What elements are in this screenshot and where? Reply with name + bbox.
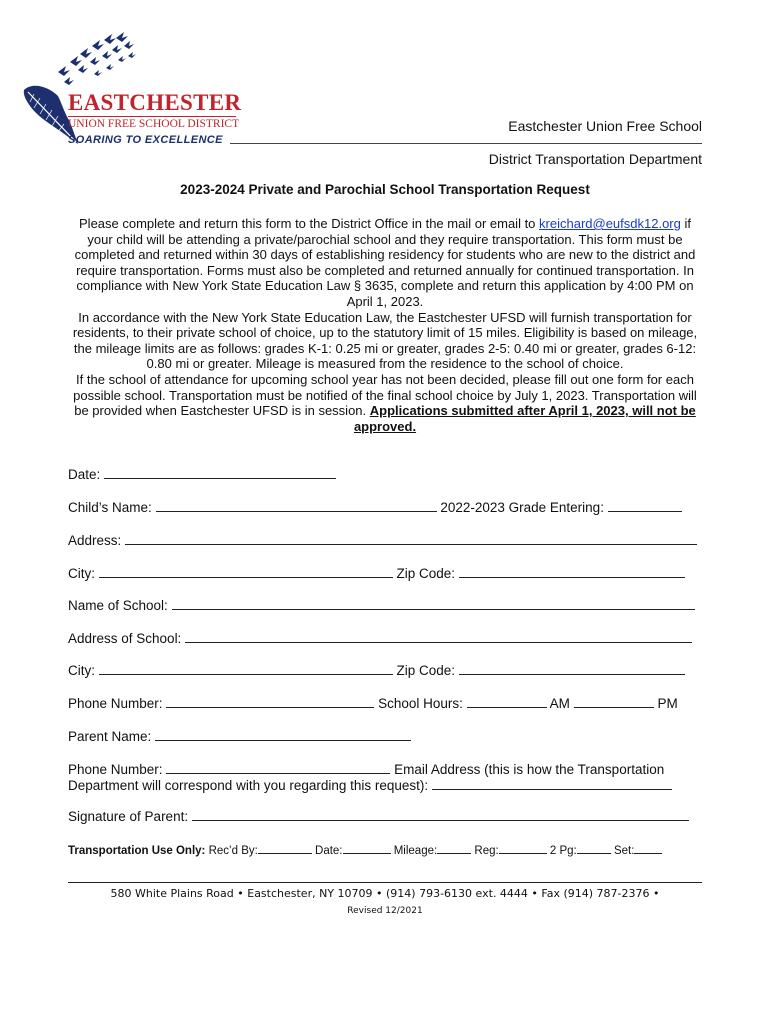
school-name-field[interactable]: [172, 597, 695, 610]
instructions-paragraph-3: [66, 372, 704, 434]
date-row: [68, 466, 336, 482]
school-address-field[interactable]: [185, 630, 692, 643]
instructions-text: If the school of attendance for upcoming school year has not been decided, please fill out one form for each possible school. Transportation must be notified of the final school choice by July 1, 2023. Transportation will be provided when Eastchester UFSD is in session.: [73, 371, 697, 419]
revision-note: Revised 12/2021: [347, 906, 423, 916]
mileage-label: Mileage:: [393, 845, 438, 857]
logo-tagline: SOARING TO EXCELLENCE: [68, 134, 223, 146]
address-label: Address:: [68, 533, 122, 548]
contact-email-link[interactable]: kreichard@eufsdk12.org: [539, 216, 681, 231]
school-zip-field[interactable]: [459, 662, 685, 675]
set-field[interactable]: [634, 843, 662, 854]
city-field[interactable]: [99, 565, 393, 578]
child-name-label: Child’s Name:: [68, 500, 152, 515]
instructions-paragraph-1: [66, 216, 704, 310]
address-field[interactable]: [125, 532, 697, 545]
parent-name-field[interactable]: [155, 728, 411, 741]
school-hours-pm-field[interactable]: [574, 695, 654, 708]
recd-by-field[interactable]: [258, 843, 312, 854]
phone-label: Phone Number:: [68, 696, 163, 711]
grade-entering-field[interactable]: [608, 499, 682, 512]
school-hours-label: School Hours:: [378, 696, 463, 711]
parent-phone-label: Phone Number:: [68, 762, 163, 777]
grade-entering-label: 2022-2023 Grade Entering:: [440, 500, 604, 515]
reg-label: Reg:: [474, 845, 499, 857]
date-field[interactable]: [104, 466, 336, 479]
zip-field[interactable]: [459, 565, 685, 578]
office-date-field[interactable]: [343, 843, 391, 854]
city-label: City:: [68, 566, 95, 581]
instructions-text: if your child will be attending a private/parochial school and they require transportation. This form must be completed and returned within 30 days of establishing residency for students who are new to the district and require transportation. Forms must also be completed and returned annually for continued transportation. In compliance with New York State Education Law § 3635, complete and return this application by 4:00 PM on April 1, 2023.: [74, 216, 696, 309]
mileage-field[interactable]: [437, 843, 471, 854]
email-label-cont: Department will correspond with you regarding this request):: [68, 778, 429, 793]
form-title: 2023-2024 Private and Parochial School Transportation Request: [180, 182, 590, 197]
email-field[interactable]: [432, 777, 672, 790]
office-use-row: [68, 843, 662, 857]
child-row: [68, 499, 682, 515]
office-use-label: Transportation Use Only:: [68, 845, 206, 857]
parent-name-label: Parent Name:: [68, 729, 152, 744]
deadline-notice: Applications submitted after April 1, 2023, will not be approved.: [353, 403, 696, 434]
school-hours-am-field[interactable]: [467, 695, 547, 708]
logo-divider: [68, 116, 236, 117]
school-address-row: [68, 630, 692, 646]
instructions-text: Please complete and return this form to the District Office in the mail or email to: [79, 216, 540, 231]
school-name-row: [68, 597, 695, 613]
city-row: [68, 565, 685, 581]
logo-title: EASTCHESTER: [68, 90, 242, 115]
instructions: [66, 216, 704, 434]
logo-subtitle: UNION FREE SCHOOL DISTRICT: [68, 118, 240, 130]
recd-by-label: Rec’d By:: [208, 845, 258, 857]
instructions-paragraph-2: In accordance with the New York State Education Law, the Eastchester UFSD will furnish transportation for residents, to their private school of choice, up to the statutory limit of 15 miles. Eligibility is based on mileage, the mileage limits are as follows: grades K-1: 0.25 mi or greater, grades 2-5: 0.40 mi or greater, grades 6-12: 0.80 mi or greater. Mileage is measured from the residence to the school of choice.: [72, 309, 698, 372]
department-name: District Transportation Department: [488, 151, 702, 167]
signature-label: Signature of Parent:: [68, 809, 189, 824]
set-label: Set:: [613, 845, 635, 857]
school-name: Eastchester Union Free School: [508, 118, 702, 134]
header-rule: [230, 143, 702, 144]
signature-field[interactable]: [192, 808, 689, 821]
email-row: [68, 777, 672, 793]
parent-phone-field[interactable]: [166, 761, 390, 774]
school-name-label: Name of School:: [68, 598, 168, 613]
signature-row: [68, 808, 689, 824]
footer-rule: [68, 882, 702, 883]
address-row: [68, 532, 697, 548]
parent-row: [68, 728, 411, 744]
zip-label: Zip Code:: [396, 566, 456, 581]
phone-field[interactable]: [166, 695, 374, 708]
footer-address: 580 White Plains Road • Eastchester, NY 10709 • (914) 793-6130 ext. 4444 • Fax (914) 787-2376 •: [110, 887, 660, 900]
email-label: Email Address (this is how the Transportation: [394, 762, 665, 777]
am-label: AM: [549, 696, 570, 711]
office-date-label: Date:: [315, 845, 343, 857]
pm-label: PM: [657, 696, 678, 711]
date-label: Date:: [68, 467, 101, 482]
school-address-label: Address of School:: [68, 631, 182, 646]
child-name-field[interactable]: [156, 499, 437, 512]
school-city-row: [68, 662, 685, 678]
two-pg-label: 2 Pg:: [549, 845, 577, 857]
reg-field[interactable]: [499, 843, 547, 854]
two-pg-field[interactable]: [577, 843, 611, 854]
school-zip-label: Zip Code:: [396, 663, 456, 678]
district-logo: [18, 32, 240, 150]
phone-hours-row: [68, 695, 678, 711]
school-city-label: City:: [68, 663, 95, 678]
school-city-field[interactable]: [99, 662, 393, 675]
parent-phone-row: [68, 761, 664, 777]
